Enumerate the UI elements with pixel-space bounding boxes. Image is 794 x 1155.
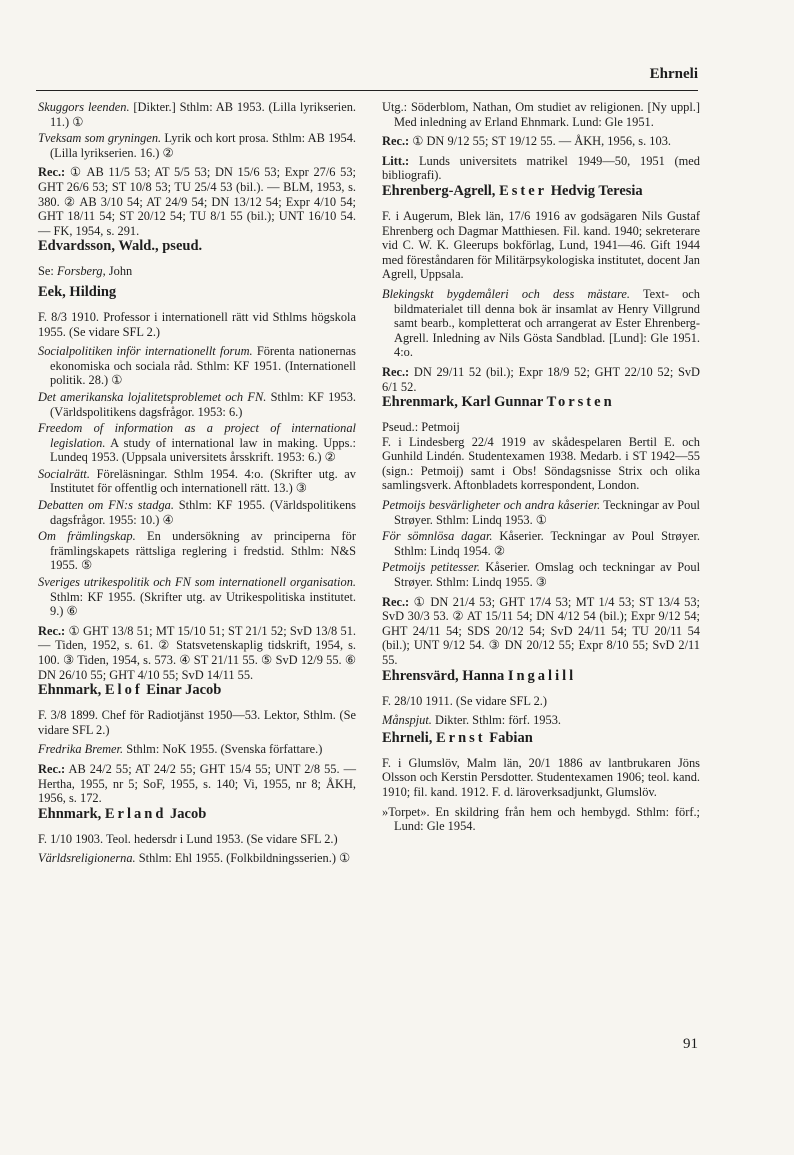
work-item <box>382 529 700 558</box>
running-head: Ehrneli <box>649 66 698 82</box>
entry <box>382 183 700 394</box>
work-item <box>38 467 356 496</box>
heading-name: Ehrenmark, Karl Gunnar <box>382 394 547 411</box>
work-title: Petmoijs besvärligheter och andra kåserier. <box>382 498 601 513</box>
heading-name: Ehrenberg-Agrell, <box>382 182 500 199</box>
work-item <box>382 713 700 728</box>
heading-name: Ehnmark, <box>38 805 105 822</box>
biography: Pseud.: Petmoij F. i Lindesberg 22/4 1919 av skådespelaren Bertil E. och Gunhild Lindén. Studentexamen 1938. Medarb. i ST 1942—55 (sign.: Petmoij) samt i Obs! Söndagsnisse Strix och olika samlingsverk. Aftonbladets korrespondent, London. <box>382 420 700 493</box>
work-title: Debatten om FN:s stadga. <box>38 498 174 513</box>
work-item <box>382 100 700 129</box>
entry-heading <box>382 394 700 411</box>
work-item <box>38 421 356 465</box>
work-details: Sthlm: KF 1955. (Världspolitikens dagsfrågor. 1955: 10.) ④ <box>50 498 356 527</box>
biography: F. 1/10 1903. Teol. hedersdr i Lund 1953. (Se vidare SFL 2.) <box>38 831 338 846</box>
work-details: Föreläsningar. Sthlm 1954. 4:o. (Skrifter utg. av Institutet för offentlig och internationell rätt. 13.) ③ <box>50 466 356 496</box>
entry <box>382 394 700 668</box>
heading-name: Jacob <box>166 805 207 822</box>
reviews <box>38 762 356 806</box>
literature-label: Litt.: <box>382 153 410 168</box>
entry-heading <box>382 730 700 747</box>
biography: F. 3/8 1899. Chef för Radiotjänst 1950—53. Lektor, Sthlm. (Se vidare SFL 2.) <box>38 708 356 737</box>
work-details: Kåserier. Omslag och teckningar av Poul Strøyer. Sthlm: Lindq 1955. ③ <box>394 560 701 590</box>
work-title: Världsreligionerna. <box>38 851 136 866</box>
heading-spaced-name: Ingalill <box>507 667 577 684</box>
left-column <box>38 100 356 868</box>
reviews-label: Rec.: <box>38 761 66 776</box>
heading-spaced-name: Erland <box>104 805 167 822</box>
work-title: Sveriges utrikespolitik och FN som internationell organisation. <box>38 575 356 590</box>
work-details: En undersökning av principerna för främlingskapets rättsliga reglering i fredstid. Sthlm: N&S 1955. ⑤ <box>50 529 356 573</box>
work-item <box>38 100 356 129</box>
see-target: Forsberg, <box>56 264 106 279</box>
work-title: Freedom of information as a project of international legislation. <box>38 421 356 450</box>
heading-name: Eek, Hilding <box>38 283 117 300</box>
work-item <box>38 742 356 757</box>
work-item <box>38 131 356 160</box>
reviews <box>38 165 356 238</box>
work-title: För sömnlösa dagar. <box>382 529 493 544</box>
work-details: »Torpet». En skildring från hem och hembygd. Sthlm: förf.; Lund: Gle 1954. <box>382 804 700 834</box>
heading-name: Edvardsson, Wald., pseud. <box>38 238 203 255</box>
work-item <box>382 287 700 360</box>
heading-name: Ehnmark, <box>38 682 105 699</box>
reviews <box>382 134 700 149</box>
work-details: Dikter. Sthlm: förf. 1953. <box>431 713 561 728</box>
reviews-text: ① GHT 13/8 51; MT 15/10 51; ST 21/1 52; SvD 13/8 51. — Tiden, 1952, s. 61. ② Statsvetenskaplig tidskrift, 1954, s. 100. ③ Tiden, 1954, s. 573. ④ ST 21/11 55. ⑤ SvD 12/9 55. ⑥ DN 26/10 55; GHT 4/10 55; SvD 14/11 55. <box>38 623 356 682</box>
work-title: Skuggors leenden. <box>38 100 130 114</box>
biography: F. i Augerum, Blek län, 17/6 1916 av godsägaren Nils Gustaf Ehrenberg och Dagmar Matthiesen. Fil. kand. 1940; sekreterare vid C. W. K. Gleerups bokförlag, Lund, 1941—46. Gift 1944 med föreståndaren för Militärpsykologiska institutet, docent Jan Agrell, Uppsala. <box>382 208 700 282</box>
reviews <box>38 624 356 682</box>
see-label: Se: <box>38 264 57 279</box>
biography: F. 28/10 1911. (Se vidare SFL 2.) <box>382 693 548 708</box>
entry <box>382 668 700 728</box>
work-details: Sthlm: KF 1953. (Världspolitikens dagsfrågor. 1953: 6.) <box>50 389 356 419</box>
see-reference <box>38 264 356 279</box>
work-item <box>38 529 356 573</box>
work-details: Utg.: Söderblom, Nathan, Om studiet av religionen. [Ny uppl.] Med inledning av Erland Ehnmark. Lund: Gle 1951. <box>382 100 700 129</box>
reviews-text: ① DN 9/12 55; ST 19/12 55. — ÅKH, 1956, s. 103. <box>412 134 671 149</box>
reviews-label: Rec.: <box>382 134 410 149</box>
work-details: Sthlm: Ehl 1955. (Folkbildningsserien.) ① <box>135 851 351 866</box>
heading-spaced-name: Ester <box>499 182 548 199</box>
heading-spaced-name: Torsten <box>546 394 615 411</box>
heading-name: Hedvig Teresia <box>547 182 643 199</box>
work-item <box>38 498 356 527</box>
work-item <box>38 344 356 388</box>
heading-spaced-name: Ernst <box>435 729 486 746</box>
see-target-rest: John <box>105 264 133 279</box>
entry-heading <box>38 238 356 255</box>
work-details: Sthlm: KF 1955. (Skrifter utg. av Utrikespolitiska institutet. 9.) ⑥ <box>50 589 356 619</box>
entry <box>38 100 356 238</box>
heading-name: Fabian <box>485 729 533 746</box>
literature <box>382 154 700 183</box>
reviews-label: Rec.: <box>382 364 410 379</box>
reviews-label: Rec.: <box>38 165 66 180</box>
work-title: Blekingskt bygdemåleri och dess mästare. <box>382 286 631 301</box>
work-details: Sthlm: NoK 1955. (Svenska författare.) <box>123 742 323 757</box>
reviews-text: DN 29/11 52 (bil.); Expr 18/9 52; GHT 22/10 52; SvD 6/1 52. <box>382 364 700 394</box>
work-title: Socialrätt. <box>38 466 90 481</box>
entry-heading <box>382 183 700 200</box>
entry <box>38 284 356 682</box>
work-details: Teckningar av Poul Strøyer. Sthlm: Lindq 1953. ① <box>394 498 700 527</box>
reviews-text: ① DN 21/4 53; GHT 17/4 53; MT 1/4 53; ST 13/4 53; SvD 30/3 53. ② AT 15/11 54; DN 4/12 54 (bil.); Expr 9/12 54; GHT 24/11 54; SDS 20/12 54; SvD 24/11 54; TU 20/11 54 (bil.); UNT 9/12 54. ③ DN 20/12 55; Expr 8/10 55; SvD 2/11 55. <box>382 594 700 667</box>
work-title: Om främlingskap. <box>38 529 136 544</box>
work-title: Socialpolitiken inför internationellt forum. <box>38 344 253 359</box>
work-title: Tveksam som gryningen. <box>38 131 162 146</box>
work-details: Kåserier. Teckningar av Poul Strøyer. Sthlm: Lindq 1954. ② <box>394 529 700 558</box>
reviews-text: ① AB 11/5 53; AT 5/5 53; DN 15/6 53; Expr 27/6 53; GHT 26/6 53; ST 10/8 53; TU 25/4 53 (bil.). — BLM, 1953, s. 380. ② AB 3/10 54; AT 24/9 54; DN 13/12 54; Expr 4/10 54; GHT 18/11 54; ST 20/12 54; TU 8/1 55 (bil.); UNT 16/10 54. — FK, 1954, s. 291. <box>38 165 356 238</box>
work-details: A study of international law in making. Upps.: Lundeq 1953. (Uppsala universitets årsskrift. 1953: 6.) ② <box>50 435 356 465</box>
page-number: 91 <box>683 1036 698 1052</box>
reviews-text: AB 24/2 55; AT 24/2 55; GHT 15/4 55; UNT 2/8 55. — Hertha, 1955, nr 5; SoF, 1955, s. 140; Vi, 1955, nr 8; ÅKH, 1956, s. 172. <box>38 761 356 806</box>
work-title: Det amerikanska lojalitetsproblemet och FN. <box>38 389 267 404</box>
reviews-label: Rec.: <box>382 594 410 609</box>
work-details: Text- och bildmaterialet till denna bok är insamlat av Henry Villgrund samt bearb., kompletterat och arrangerat av Ester Ehrenberg-Agrell. Inledning av Nils Gösta Sandblad. [Lund]: Gle 1951. 4:o. <box>394 286 701 360</box>
reviews-label: Rec.: <box>38 623 66 638</box>
biography: F. 8/3 1910. Professor i internationell rätt vid Sthlms högskola 1955. (Se vidare SFL 2.) <box>38 309 356 339</box>
work-details: Lyrik och kort prosa. Sthlm: AB 1954. (Lilla lyrikserien. 16.) ② <box>50 131 356 160</box>
entry <box>382 100 700 183</box>
reviews <box>382 595 700 668</box>
work-item <box>38 851 356 866</box>
work-item <box>382 560 700 589</box>
entry <box>38 682 356 806</box>
header-rule <box>36 90 698 91</box>
heading-spaced-name: Elof <box>104 682 143 699</box>
right-column <box>382 100 700 836</box>
work-title: Fredrika Bremer. <box>38 742 124 757</box>
work-title: Månspjut. <box>382 713 432 728</box>
entry <box>38 806 356 866</box>
literature-text: Lunds universitets matrikel 1949—50, 1951 (med bibliografi). <box>382 153 700 183</box>
work-item <box>38 390 356 419</box>
work-details: Förenta nationernas ekonomiska och sociala råd. Sthlm: KF 1951. (Internationell politik. 28.) ① <box>50 344 356 388</box>
work-item <box>382 498 700 527</box>
entry <box>38 238 356 279</box>
work-details: [Dikter.] Sthlm: AB 1953. (Lilla lyrikserien. 11.) ① <box>50 100 356 129</box>
work-item <box>382 805 700 834</box>
heading-name: Einar Jacob <box>142 682 222 699</box>
entry-heading <box>38 284 356 301</box>
heading-name: Ehrensvärd, Hanna <box>382 667 508 684</box>
biography: F. i Glumslöv, Malm län, 20/1 1886 av lantbrukaren Jöns Olsson och Kerstin Persdotter. Studentexamen 1906; teol. kand. 1910; fil. kand. 1912. F. d. läroverksadjunkt, Glumslöv. <box>382 755 700 799</box>
work-title: Petmoijs petitesser. <box>382 560 480 575</box>
entry-heading <box>38 682 356 699</box>
heading-name: Ehrneli, <box>382 729 436 746</box>
entry-heading <box>382 668 700 685</box>
entry-heading <box>38 806 356 823</box>
work-item <box>38 575 356 619</box>
entry <box>382 730 700 834</box>
reviews <box>382 365 700 394</box>
